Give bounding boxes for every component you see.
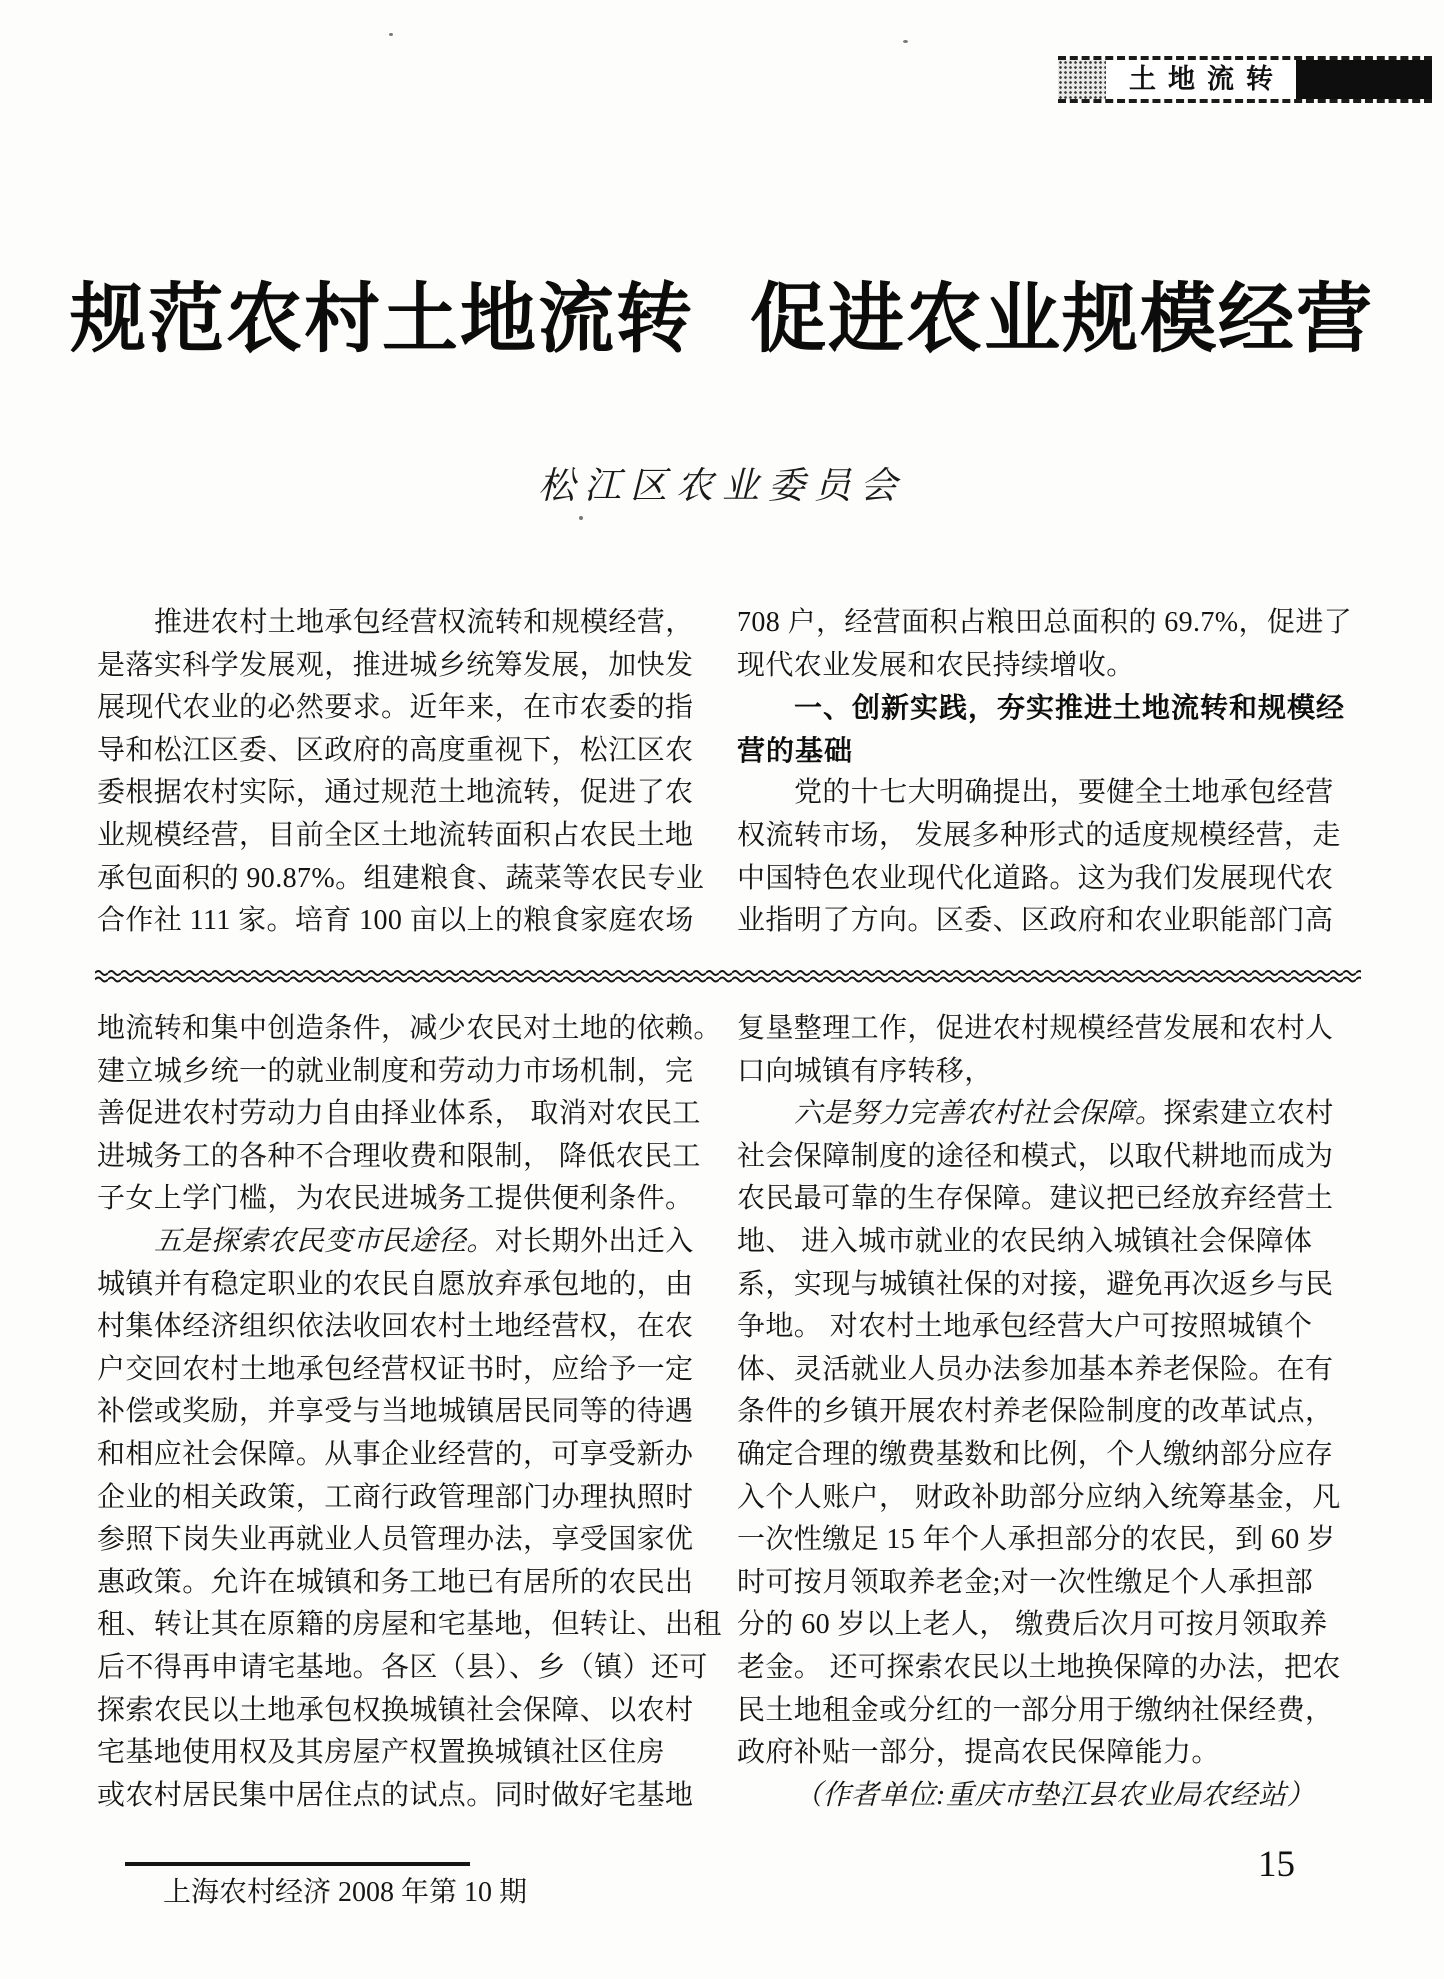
text-line: 一、创新实践，夯实推进土地流转和规模经 bbox=[794, 692, 1346, 724]
text-line: 地、 进入城市就业的农民纳入城镇社会保障体 bbox=[737, 1225, 1313, 1257]
text-line: 子女上学门槛，为农民进城务工提供便利条件。 bbox=[97, 1183, 694, 1215]
text-line: 一次性缴足 15 年个人承担部分的农民，到 60 岁 bbox=[737, 1524, 1336, 1556]
text-line: 宅基地使用权及其房屋产权置换城镇社区住房 bbox=[97, 1737, 666, 1769]
scan-speck bbox=[389, 33, 393, 36]
text-line: 时可按月领取养老金;对一次性缴足个人承担部 bbox=[737, 1566, 1314, 1598]
text-line: 社会保障制度的途径和模式，以取代耕地而成为 bbox=[737, 1140, 1334, 1172]
col-top-left bbox=[97, 602, 711, 943]
text-line: 户交回农村土地承包经营权证书时，应给予一定 bbox=[97, 1353, 694, 1385]
text-line: 后不得再申请宅基地。各区（县）、乡（镇）还可 bbox=[97, 1651, 708, 1683]
text-line: 政府补贴一部分，提高农民保障能力。 bbox=[737, 1737, 1220, 1769]
text-line: 708 户，经营面积占粮田总面积的 69.7%，促进了 bbox=[737, 607, 1353, 638]
scan-speck bbox=[903, 40, 908, 43]
text-line: 体、灵活就业人员办法参加基本养老保险。在有 bbox=[737, 1353, 1334, 1385]
scan-speck bbox=[579, 516, 583, 520]
text-line: 承包面积的 90.87%。组建粮食、蔬菜等农民专业 bbox=[97, 862, 705, 894]
text-line: 权流转市场， 发展多种形式的适度规模经营，走 bbox=[737, 819, 1341, 851]
text-line: 是落实科学发展观，推进城乡统筹发展，加快发 bbox=[97, 649, 694, 681]
text-line: 入个人账户， 财政补助部分应纳入统筹基金，凡 bbox=[737, 1481, 1341, 1513]
text-line: 营的基础 bbox=[737, 734, 854, 766]
wavy-divider bbox=[95, 968, 1361, 984]
text-line: 探索农民以土地承包权换城镇社会保障、以农村 bbox=[97, 1694, 694, 1726]
text-line: 展现代农业的必然要求。近年来，在市农委的指 bbox=[97, 692, 694, 724]
text-line: 条件的乡镇开展农村养老保险制度的改革试点， bbox=[737, 1396, 1334, 1428]
text-line: 中国特色农业现代化道路。这为我们发展现代农 bbox=[737, 862, 1334, 894]
footer-rule bbox=[125, 1862, 470, 1866]
text-line: 或农村居民集中居住点的试点。同时做好宅基地 bbox=[97, 1779, 694, 1811]
text-line: 业指明了方向。区委、区政府和农业职能部门高 bbox=[737, 905, 1334, 937]
text-line: 和相应社会保障。从事企业经营的，可享受新办 bbox=[97, 1438, 694, 1470]
text-line: 农民最可靠的生存保障。建议把已经放弃经营土 bbox=[737, 1183, 1334, 1215]
page-number: 15 bbox=[1258, 1844, 1295, 1885]
text-line: 城镇并有稳定职业的农民自愿放弃承包地的，由 bbox=[97, 1268, 694, 1300]
text-line: 系，实现与城镇社保的对接，避免再次返乡与民 bbox=[737, 1268, 1334, 1300]
text-line: 惠政策。允许在城镇和务工地已有居所的农民出 bbox=[97, 1566, 694, 1598]
text-line: 委根据农村实际，通过规范土地流转，促进了农 bbox=[97, 777, 694, 809]
author-line: 松江区农业委员会 bbox=[538, 466, 906, 507]
text-line: 党的十七大明确提出，要健全土地承包经营 bbox=[794, 777, 1334, 809]
section-tag-badge bbox=[1058, 56, 1432, 103]
text-line: 五是探索农民变市民途径。对长期外出迁入 bbox=[154, 1225, 694, 1257]
text-line: 分的 60 岁以上老人， 缴费后次月可按月领取养 bbox=[737, 1609, 1328, 1641]
text-line: 争地。 对农村土地承包经营大户可按照城镇个 bbox=[737, 1311, 1313, 1343]
text-line: 现代农业发展和农民持续增收。 bbox=[737, 649, 1135, 681]
text-line: 进城务工的各种不合理收费和限制， 降低农民工 bbox=[97, 1140, 701, 1172]
title-part-2: 促进农业规模经营 bbox=[750, 277, 1374, 362]
journal-issue-label: 上海农村经济 2008 年第 10 期 bbox=[163, 1877, 528, 1908]
text-line: 复垦整理工作，促进农村规模经营发展和农村人 bbox=[737, 1013, 1334, 1044]
text-line: 建立城乡统一的就业制度和劳动力市场机制，完 bbox=[97, 1055, 694, 1087]
text-line: 业规模经营，目前全区土地流转面积占农民土地 bbox=[97, 819, 694, 851]
title-part-1: 规范农村土地流转 bbox=[70, 277, 694, 362]
text-line: 参照下岗失业再就业人员管理办法，享受国家优 bbox=[97, 1524, 694, 1556]
text-line: 善促进农村劳动力自由择业体系， 取消对农民工 bbox=[97, 1098, 701, 1130]
col-bottom-left bbox=[97, 1008, 722, 1817]
text-line: 民土地租金或分红的一部分用于缴纳社保经费， bbox=[737, 1694, 1334, 1726]
section-tag-label: 土地流转 bbox=[1106, 60, 1296, 99]
halftone-square-icon bbox=[1058, 60, 1106, 99]
text-line: 租、转让其在原籍的房屋和宅基地，但转让、出租 bbox=[97, 1609, 722, 1641]
text-line: 村集体经济组织依法收回农村土地经营权，在农 bbox=[97, 1311, 694, 1343]
text-line: 合作社 111 家。培育 100 亩以上的粮食家庭农场 bbox=[97, 905, 694, 937]
text-line: 补偿或奖励，并享受与当地城镇居民同等的待遇 bbox=[97, 1396, 694, 1428]
article-title bbox=[0, 272, 1444, 368]
col-bottom-right bbox=[737, 1008, 1359, 1817]
text-line: 地流转和集中创造条件，减少农民对土地的依赖。 bbox=[97, 1013, 722, 1044]
text-line: 企业的相关政策，工商行政管理部门办理执照时 bbox=[97, 1481, 694, 1513]
text-line: 六是努力完善农村社会保障。探索建立农村 bbox=[794, 1098, 1334, 1130]
text-line: 口向城镇有序转移， bbox=[737, 1055, 993, 1087]
text-line: 推进农村土地承包经营权流转和规模经营， bbox=[154, 607, 694, 638]
text-line: 确定合理的缴费基数和比例，个人缴纳部分应存 bbox=[737, 1438, 1334, 1470]
col-top-right bbox=[737, 602, 1359, 943]
badge-black-bar bbox=[1296, 60, 1432, 99]
text-line: 导和松江区委、区政府的高度重视下，松江区农 bbox=[97, 734, 694, 766]
text-line: 老金。 还可探索农民以土地换保障的办法，把农 bbox=[737, 1651, 1341, 1683]
text-line: （作者单位:重庆市垫江县农业局农经站） bbox=[794, 1779, 1315, 1811]
